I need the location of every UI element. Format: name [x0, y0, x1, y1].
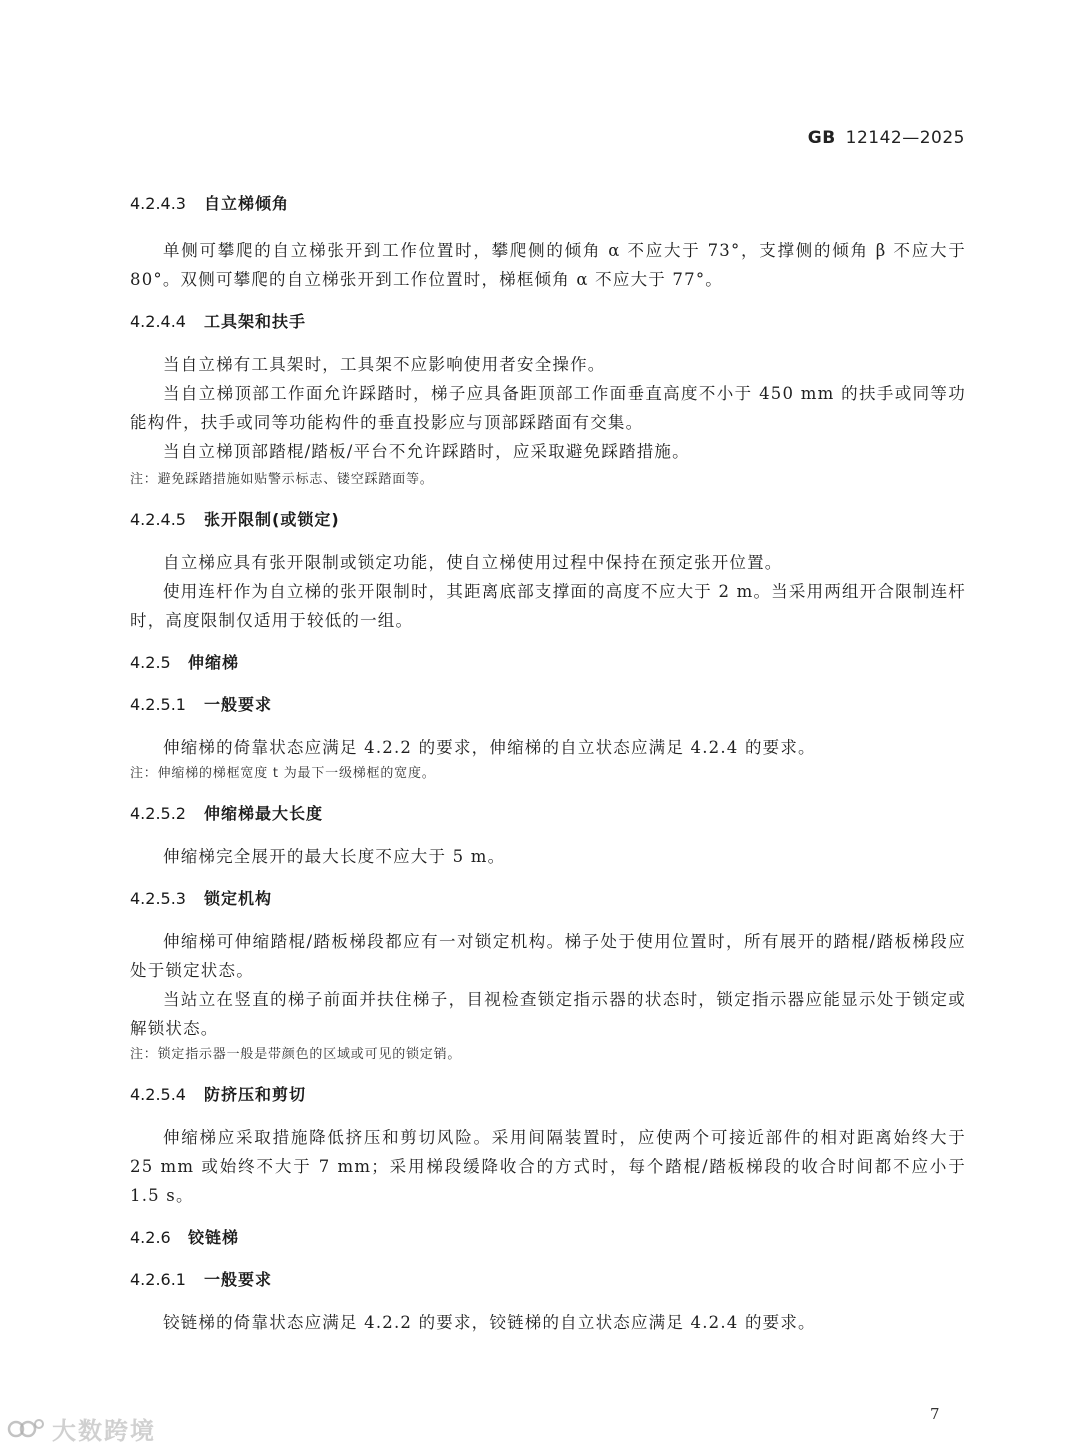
- section-heading: [130, 1224, 966, 1252]
- paragraph: 使用连杆作为自立梯的张开限制时，其距离底部支撑面的高度不应大于 2 m。当采用两组开合限制连杆时，高度限制仅适用于较低的一组。: [130, 582, 966, 630]
- watermark: [6, 1411, 156, 1446]
- section-heading: [130, 1081, 966, 1109]
- section-heading: [130, 1266, 966, 1294]
- section-number: 4.2.6: [130, 1228, 171, 1247]
- section-title: 伸缩梯: [188, 653, 240, 672]
- paragraph: 伸缩梯完全展开的最大长度不应大于 5 m。: [163, 847, 506, 866]
- page-number: 7: [930, 1405, 940, 1423]
- paragraph: 伸缩梯的倚靠状态应满足 4.2.2 的要求，伸缩梯的自立状态应满足 4.2.4 的要求。: [163, 738, 816, 757]
- watermark-text: 大数跨境: [52, 1417, 156, 1445]
- section-title: 工具架和扶手: [204, 312, 307, 331]
- page-header: [808, 128, 965, 148]
- section-heading: [130, 190, 966, 218]
- section-number: 4.2.4.5: [130, 510, 186, 529]
- watermark-logo-icon: [6, 1415, 46, 1443]
- document-body: [130, 190, 966, 1337]
- paragraph: 当自立梯顶部踏棍/踏板/平台不允许踩踏时，应采取避免踩踏措施。: [163, 442, 690, 461]
- section-title: 一般要求: [204, 1270, 273, 1289]
- section-title: 伸缩梯最大长度: [204, 804, 324, 823]
- section-title: 自立梯倾角: [204, 194, 290, 213]
- note: 注：伸缩梯的梯框宽度 t 为最下一级梯框的宽度。: [130, 766, 436, 781]
- paragraph: 铰链梯的倚靠状态应满足 4.2.2 的要求，铰链梯的自立状态应满足 4.2.4 的要求。: [163, 1313, 816, 1332]
- section-number: 4.2.5.1: [130, 695, 186, 714]
- section-title: 铰链梯: [188, 1228, 240, 1247]
- section-heading: [130, 800, 966, 828]
- section-number: 4.2.6.1: [130, 1270, 186, 1289]
- paragraph: 单侧可攀爬的自立梯张开到工作位置时，攀爬侧的倾角 α 不应大于 73°，支撑侧的倾角 β 不应大于 80°。双侧可攀爬的自立梯张开到工作位置时，梯框倾角 α 不应大于 77°。: [130, 241, 966, 289]
- section-title: 一般要求: [204, 695, 273, 714]
- section-number: 4.2.5.4: [130, 1085, 186, 1104]
- section-heading: [130, 308, 966, 336]
- section-title: 张开限制(或锁定): [204, 510, 340, 529]
- paragraph: 当站立在竖直的梯子前面并扶住梯子，目视检查锁定指示器的状态时，锁定指示器应能显示处于锁定或解锁状态。: [130, 990, 966, 1038]
- paragraph: 伸缩梯应采取措施降低挤压和剪切风险。采用间隔装置时，应使两个可接近部件的相对距离始终大于 25 mm 或始终不大于 7 mm；采用梯段缓降收合的方式时，每个踏棍/踏板梯段的收合时间都不应小于 1.5 s。: [130, 1128, 966, 1205]
- paragraph: 当自立梯顶部工作面允许踩踏时，梯子应具备距顶部工作面垂直高度不小于 450 mm 的扶手或同等功能构件，扶手或同等功能构件的垂直投影应与顶部踩踏面有交集。: [130, 384, 966, 432]
- note: 注：避免踩踏措施如贴警示标志、镂空踩踏面等。: [130, 472, 434, 487]
- section-title: 锁定机构: [204, 889, 273, 908]
- standard-number: 12142—2025: [845, 128, 965, 148]
- paragraph: 当自立梯有工具架时，工具架不应影响使用者安全操作。: [163, 355, 606, 374]
- section-number: 4.2.4.4: [130, 312, 186, 331]
- section-number: 4.2.5: [130, 653, 171, 672]
- section-heading: [130, 691, 966, 719]
- paragraph: 伸缩梯可伸缩踏棍/踏板梯段都应有一对锁定机构。梯子处于使用位置时，所有展开的踏棍/踏板梯段应处于锁定状态。: [130, 932, 966, 980]
- section-number: 4.2.5.3: [130, 889, 186, 908]
- section-number: 4.2.5.2: [130, 804, 186, 823]
- section-heading: [130, 506, 966, 534]
- section-heading: [130, 885, 966, 913]
- section-title: 防挤压和剪切: [204, 1085, 307, 1104]
- section-number: 4.2.4.3: [130, 194, 186, 213]
- paragraph: 自立梯应具有张开限制或锁定功能，使自立梯使用过程中保持在预定张开位置。: [163, 553, 783, 572]
- note: 注：锁定指示器一般是带颜色的区域或可见的锁定销。: [130, 1047, 462, 1062]
- standard-code: GB: [807, 128, 836, 148]
- section-heading: [130, 649, 966, 677]
